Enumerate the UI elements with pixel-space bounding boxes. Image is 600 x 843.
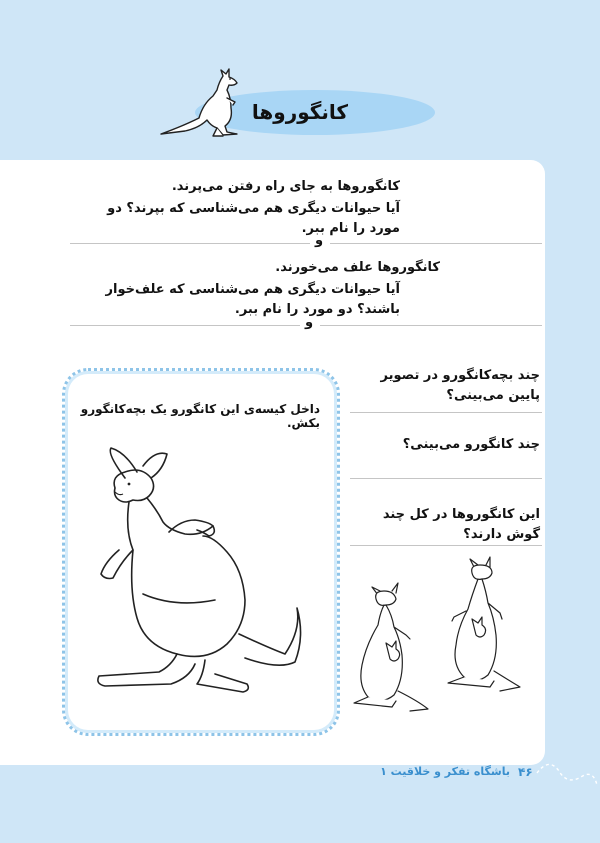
kangaroos-illustration: [348, 555, 523, 720]
answer-line[interactable]: [330, 243, 542, 244]
answer-line[interactable]: [350, 412, 542, 413]
answer-line[interactable]: [70, 243, 310, 244]
section2-statement: کانگوروها علف می‌خورند.: [275, 260, 440, 275]
question-baby-kangaroos: چند بچه‌کانگورو در تصویر پایین می‌بینی؟: [380, 368, 540, 403]
question-ears-count: این کانگوروها در کل چند گوش دارند؟: [382, 507, 540, 542]
page-number: ۴۶: [518, 765, 533, 779]
drawing-instruction: داخل کیسه‌ی این کانگورو یک بچه‌کانگورو بکش.: [80, 402, 320, 430]
answer-line[interactable]: [350, 478, 542, 479]
page-title: کانگوروها: [251, 100, 349, 124]
decorative-dashed-curve: [535, 755, 600, 815]
kangaroo-outline-icon: [85, 440, 310, 710]
and-connector: و: [315, 233, 324, 248]
book-title: باشگاه تفکر و خلاقیت ۱: [380, 765, 510, 778]
section1-question: آیا حیوانات دیگری هم می‌شناسی که بپرند؟ دو مورد را نام ببر.: [107, 201, 400, 236]
section2-question: آیا حیوانات دیگری هم می‌شناسی که علف‌خوار باشند؟ دو مورد را نام ببر.: [105, 282, 400, 317]
answer-line[interactable]: [70, 325, 300, 326]
section1-statement: کانگوروها به جای راه رفتن می‌پرند.: [171, 179, 400, 194]
answer-line[interactable]: [350, 545, 542, 546]
question-kangaroo-count: چند کانگورو می‌بینی؟: [402, 437, 540, 452]
and-connector: و: [305, 315, 314, 330]
answer-line[interactable]: [320, 325, 542, 326]
